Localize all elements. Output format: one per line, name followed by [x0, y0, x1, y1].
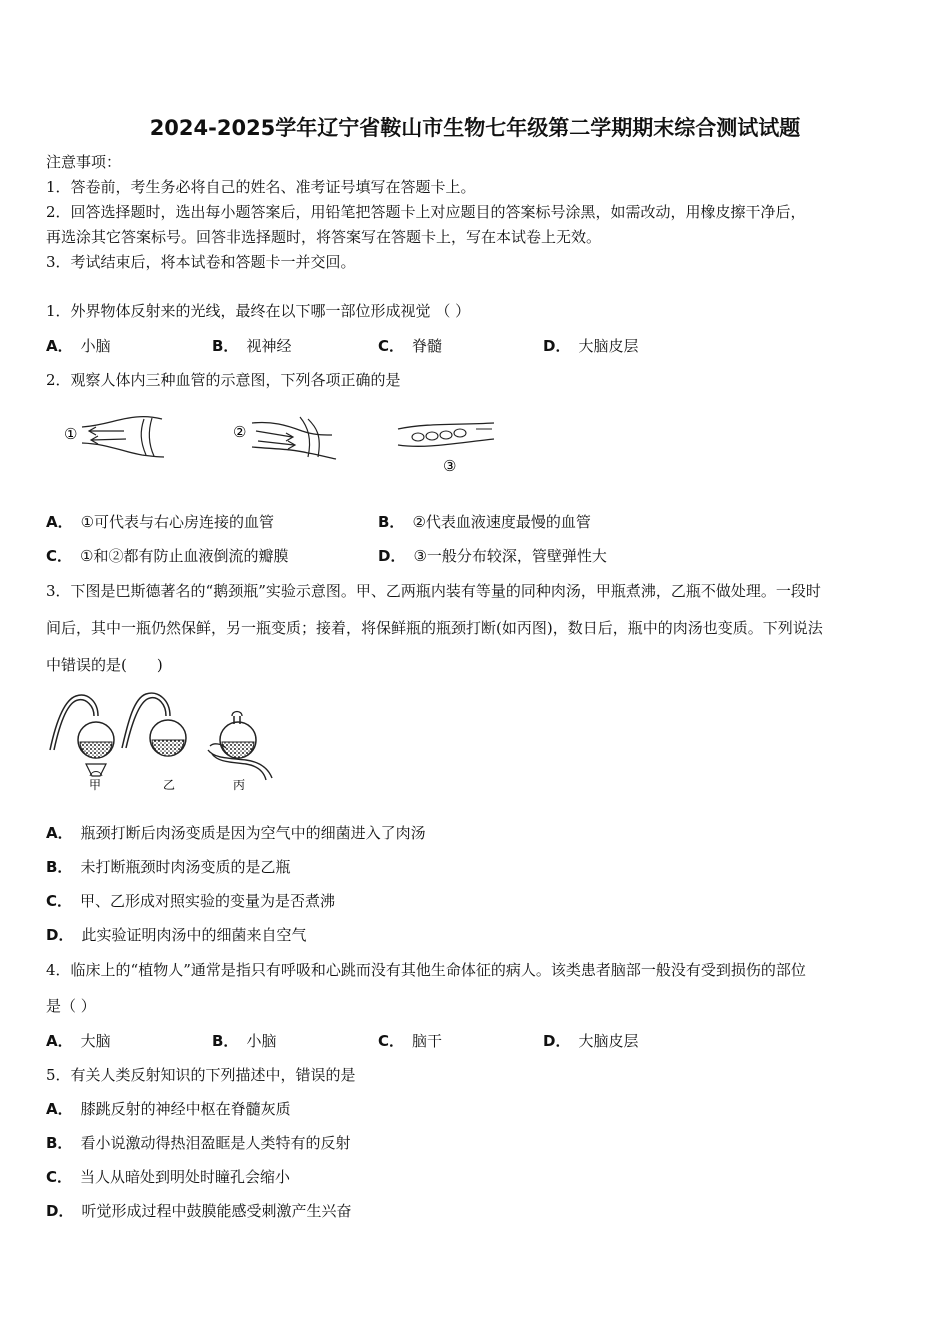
notice-item: 2．回答选择题时，选出每小题答案后，用铅笔把答题卡上对应题目的答案标号涂黑，如需改动，用橡皮擦干净后，	[46, 203, 806, 221]
q5-option-a[interactable]: A． 膝跳反射的神经中枢在脊髓灰质	[46, 1100, 291, 1118]
notice-item: 3．考试结束后，将本试卷和答题卡一并交回。	[46, 253, 356, 271]
q2-option-b[interactable]: B． ②代表血液速度最慢的血管	[378, 513, 591, 531]
vessel-label-3: ③	[443, 457, 457, 475]
q1-option-c[interactable]: C． 脊髓	[378, 337, 443, 355]
q4-option-b[interactable]: B． 小脑	[212, 1032, 277, 1050]
vessel-label-1: ①	[64, 425, 78, 443]
q3-option-a[interactable]: A． 瓶颈打断后肉汤变质是因为空气中的细菌进入了肉汤	[46, 824, 426, 842]
q3-stem-line: 3．下图是巴斯德著名的“鹅颈瓶”实验示意图。甲、乙两瓶内装有等量的同种肉汤，甲瓶煮沸，乙瓶不做处理。一段时	[46, 582, 821, 600]
q2-option-a[interactable]: A． ①可代表与右心房连接的血管	[46, 513, 275, 531]
q5-option-b[interactable]: B． 看小说激动得热泪盈眶是人类特有的反射	[46, 1134, 351, 1152]
flask-label-bing: 丙	[233, 778, 246, 792]
q4-option-a[interactable]: A． 大脑	[46, 1032, 111, 1050]
vessel-label-2: ②	[233, 423, 247, 441]
swan-neck-flask-figure	[46, 688, 286, 798]
blood-vessel-figure	[46, 405, 526, 495]
q1-option-b[interactable]: B． 视神经	[212, 337, 292, 355]
q2-option-d[interactable]: D． ③一般分布较深，管壁弹性大	[378, 547, 607, 565]
q5-stem: 5．有关人类反射知识的下列描述中，错误的是	[46, 1066, 356, 1084]
q1-stem: 1．外界物体反射来的光线，最终在以下哪一部位形成视觉 （ ）	[46, 302, 471, 320]
q3-stem-line: 中错误的是( )	[46, 656, 163, 674]
q3-option-c[interactable]: C． 甲、乙形成对照实验的变量为是否煮沸	[46, 892, 336, 910]
notice-item: 1．答卷前，考生务必将自己的姓名、准考证号填写在答题卡上。	[46, 178, 476, 196]
q4-option-d[interactable]: D． 大脑皮层	[543, 1032, 639, 1050]
exam-title: 2024-2025学年辽宁省鞍山市生物七年级第二学期期末综合测试试题	[149, 116, 801, 140]
q1-option-d[interactable]: D． 大脑皮层	[543, 337, 639, 355]
flask-label-jia: 甲	[89, 778, 102, 792]
flask-label-yi: 乙	[163, 778, 176, 792]
q1-option-a[interactable]: A． 小脑	[46, 337, 111, 355]
q3-option-b[interactable]: B． 未打断瓶颈时肉汤变质的是乙瓶	[46, 858, 291, 876]
q4-option-c[interactable]: C． 脑干	[378, 1032, 443, 1050]
q5-option-c[interactable]: C． 当人从暗处到明处时瞳孔会缩小	[46, 1168, 291, 1186]
q3-stem-line: 间后，其中一瓶仍然保鲜，另一瓶变质；接着，将保鲜瓶的瓶颈打断(如丙图)，数日后，瓶中的肉汤也变质。下列说法	[46, 619, 823, 637]
q2-option-c[interactable]: C． ①和②都有防止血液倒流的瓣膜	[46, 547, 289, 565]
q4-stem-line: 是（ ）	[46, 997, 96, 1015]
q3-option-d[interactable]: D． 此实验证明肉汤中的细菌来自空气	[46, 926, 307, 944]
q2-stem: 2．观察人体内三种血管的示意图，下列各项正确的是	[46, 371, 401, 389]
q4-stem-line: 4．临床上的“植物人”通常是指只有呼吸和心跳而没有其他生命体征的病人。该类患者脑部一般没有受到损伤的部位	[46, 961, 806, 979]
q5-option-d[interactable]: D． 听觉形成过程中鼓膜能感受刺激产生兴奋	[46, 1202, 352, 1220]
notice-heading: 注意事项：	[46, 153, 122, 171]
notice-item: 再选涂其它答案标号。回答非选择题时，将答案写在答题卡上，写在本试卷上无效。	[46, 228, 602, 246]
